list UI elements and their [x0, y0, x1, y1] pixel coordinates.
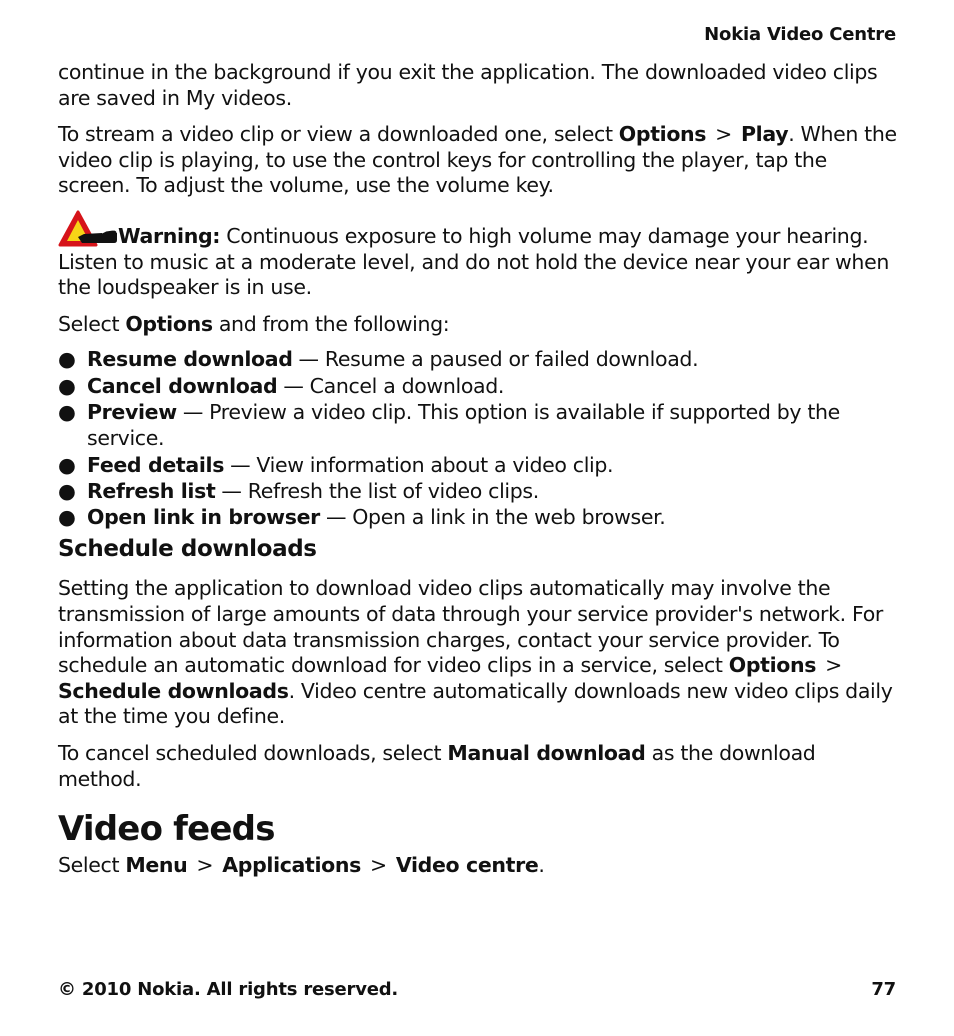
bullet-icon: ●: [58, 373, 76, 398]
option-description: — View information about a video clip.: [230, 452, 614, 477]
paragraph-cancel-scheduled: To cancel scheduled downloads, select Manual download as the download method.: [58, 740, 816, 791]
list-item: [58, 373, 898, 399]
bullet-icon: ●: [58, 452, 76, 477]
menu-path-play: Play: [740, 122, 789, 147]
warning-triangle-hand-icon: [58, 210, 120, 248]
video-feeds-heading: Video feeds: [58, 809, 275, 850]
menu-path-menu: Menu: [125, 853, 188, 878]
list-item: [58, 399, 898, 452]
body-content: [58, 60, 898, 890]
paragraph-video-feeds-path: Select Menu > Applications > Video centre.: [58, 853, 545, 878]
option-description: — Open a link in the web browser.: [325, 505, 666, 530]
bullet-icon: ●: [58, 347, 76, 372]
menu-path-separator: >: [715, 122, 732, 147]
option-name: Cancel download: [87, 373, 278, 398]
menu-path-separator: >: [196, 853, 214, 878]
list-item: [58, 478, 898, 504]
paragraph-stream: To stream a video clip or view a downloaded one, select Options > Play. When the video clip is playing, to use the control keys for controlling the player, tap the screen. To adjust the volume, use the volume key.: [58, 122, 897, 198]
manual-download-keyword: Manual download: [447, 740, 646, 765]
option-description: — Preview a video clip. This option is available if supported by the service.: [87, 399, 840, 451]
menu-path-separator: >: [825, 653, 842, 678]
option-description: — Cancel a download.: [283, 373, 505, 398]
bullet-icon: ●: [58, 478, 76, 503]
options-keyword: Options: [125, 311, 213, 336]
warning-label: Warning:: [118, 223, 221, 248]
menu-path-options: Options: [618, 122, 707, 147]
option-name: Open link in browser: [87, 505, 320, 530]
menu-path-schedule-downloads: Schedule downloads: [58, 678, 289, 703]
running-header-title: Nokia Video Centre: [704, 24, 896, 45]
menu-path-separator: >: [370, 853, 387, 878]
option-name: Resume download: [87, 347, 293, 372]
menu-path-video-centre: Video centre: [395, 853, 539, 878]
option-name: Preview: [87, 399, 177, 424]
list-item: [58, 346, 898, 372]
option-description: — Resume a paused or failed download.: [298, 347, 699, 372]
menu-path-options: Options: [728, 653, 817, 678]
menu-path-applications: Applications: [222, 853, 361, 878]
list-item: [58, 504, 898, 530]
option-description: — Refresh the list of video clips.: [221, 478, 539, 503]
paragraph-continue: continue in the background if you exit the application. The downloaded video clips are saved in My videos.: [58, 60, 878, 110]
option-name: Refresh list: [87, 478, 216, 503]
list-item: [58, 452, 898, 478]
paragraph-schedule: Setting the application to download video clips automatically may involve the transmission of large amounts of data through your service provider's network. For information about data transmission charges, contact your service provider. To schedule an automatic download for video clips in a service, select Options > Schedule downloads. Video centre automatically downloads new video clips daily at the time you define.: [58, 576, 893, 729]
footer-copyright: © 2010 Nokia. All rights reserved.: [58, 979, 399, 1000]
bullet-icon: ●: [58, 399, 76, 424]
bullet-icon: ●: [58, 505, 76, 530]
paragraph-select-options: Select Options and from the following:: [58, 311, 450, 336]
options-list: [58, 346, 898, 530]
footer-page-number: 77: [871, 979, 896, 1000]
warning-note: Warning: Continuous exposure to high volume may damage your hearing. Listen to music at a moderate level, and do not hold the device near your ear when the loudspeaker is in use.: [58, 210, 898, 301]
schedule-downloads-heading: Schedule downloads: [58, 536, 317, 563]
option-name: Feed details: [87, 452, 225, 477]
